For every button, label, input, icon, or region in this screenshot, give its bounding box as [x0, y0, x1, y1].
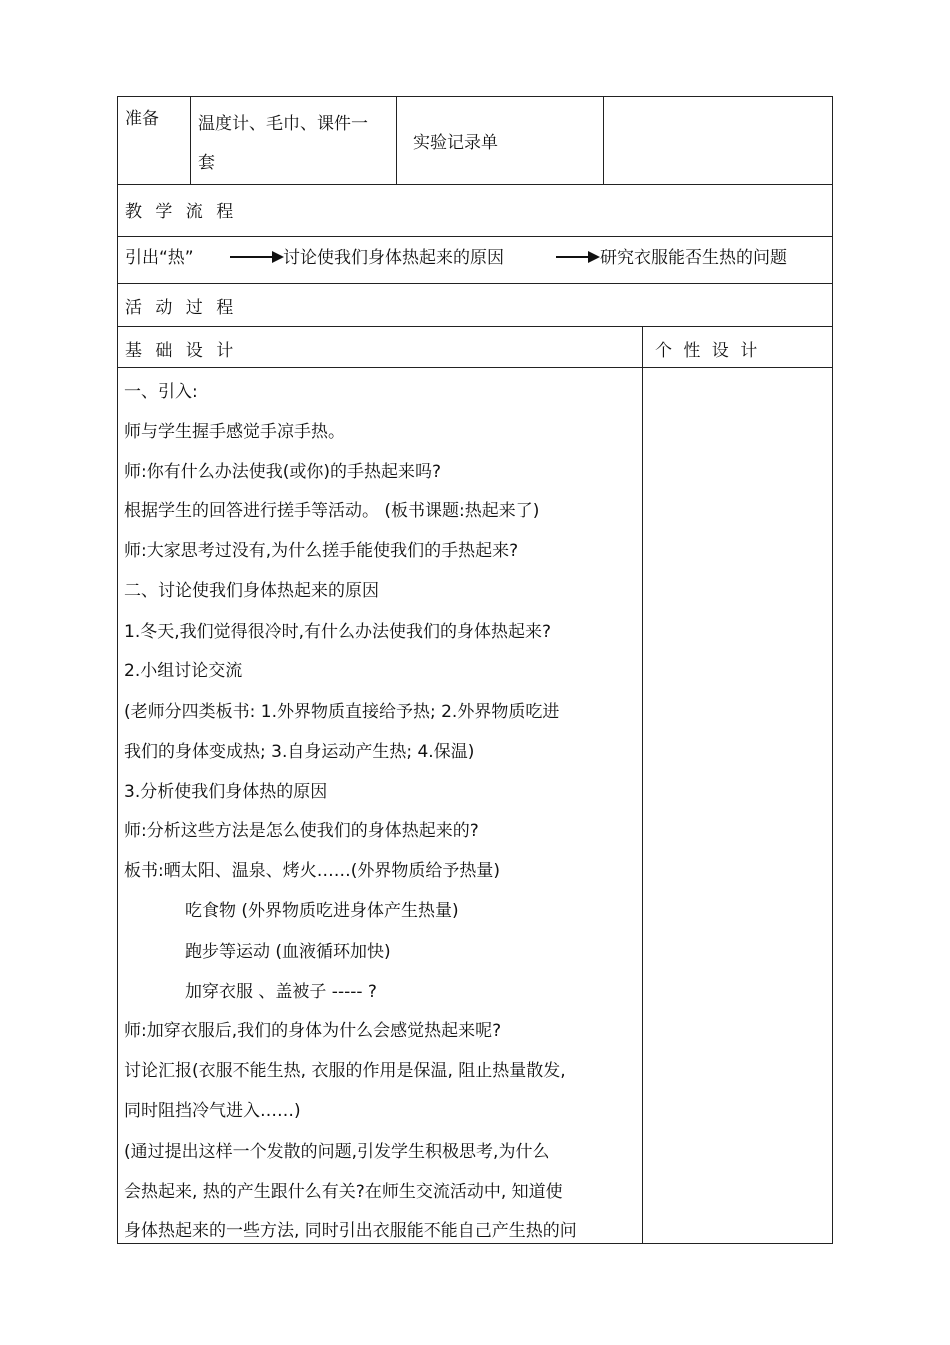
table-border-left: [117, 96, 118, 1244]
content-line: 我们的身体变成热; 3.自身运动产生热; 4.保温): [124, 742, 475, 762]
prep-divider-3: [603, 96, 604, 185]
content-line: 跑步等运动 (血液循环加快): [185, 942, 391, 962]
table-border-bottom: [117, 1243, 833, 1244]
flow-step-1: 引出“热”: [125, 248, 194, 268]
prep-label: 准备: [125, 109, 159, 129]
table-border-right: [832, 96, 833, 1244]
row-divider-3: [117, 283, 833, 284]
flow-arrow-2: [556, 256, 598, 258]
flow-step-3: 研究衣服能否生热的问题: [600, 248, 787, 268]
flow-title: 教 学 流 程: [125, 202, 238, 222]
content-line: 1.冬天,我们觉得很冷时,有什么办法使我们的身体热起来?: [124, 622, 552, 642]
column-header-basic: 基 础 设 计: [125, 341, 238, 361]
row-divider-1: [117, 184, 833, 185]
content-line: 师:分析这些方法是怎么使我们的身体热起来的?: [124, 821, 479, 841]
prep-divider-1: [190, 96, 191, 185]
prep-record: 实验记录单: [413, 133, 498, 153]
flow-step-2: 讨论使我们身体热起来的原因: [283, 248, 504, 268]
content-line: 板书:晒太阳、温泉、烤火……(外界物质给予热量): [124, 861, 500, 881]
content-line: 身体热起来的一些方法, 同时引出衣服能不能自己产生热的问: [124, 1221, 577, 1241]
flow-arrow-1: [230, 256, 282, 258]
content-line: 讨论汇报(衣服不能生热, 衣服的作用是保温, 阻止热量散发,: [124, 1061, 566, 1081]
content-line: 师:你有什么办法使我(或你)的手热起来吗?: [124, 462, 442, 482]
content-line: 3.分析使我们身体热的原因: [124, 782, 328, 802]
row-divider-5: [117, 367, 833, 368]
content-line: 2.小组讨论交流: [124, 661, 243, 681]
content-line: 师:大家思考过没有,为什么搓手能使我们的手热起来?: [124, 541, 519, 561]
prep-materials-line2: 套: [198, 153, 215, 173]
content-line: 一、引入:: [124, 382, 198, 402]
table-border-top: [117, 96, 833, 97]
content-line: (通过提出这样一个发散的问题,引发学生积极思考,为什么: [124, 1142, 550, 1162]
row-divider-4: [117, 326, 833, 327]
content-line: 师:加穿衣服后,我们的身体为什么会感觉热起来呢?: [124, 1021, 502, 1041]
content-line: 根据学生的回答进行搓手等活动。 (板书课题:热起来了): [124, 501, 540, 521]
content-line: 会热起来, 热的产生跟什么有关?在师生交流活动中, 知道使: [124, 1182, 563, 1202]
content-line: 同时阻挡冷气进入……): [124, 1101, 301, 1121]
content-line: 二、讨论使我们身体热起来的原因: [124, 581, 379, 601]
content-line: 吃食物 (外界物质吃进身体产生热量): [185, 901, 459, 921]
content-line: 师与学生握手感觉手凉手热。: [124, 422, 345, 442]
activity-title: 活 动 过 程: [125, 298, 238, 318]
content-line: 加穿衣服 、盖被子 ----- ?: [185, 982, 377, 1002]
content-line: (老师分四类板书: 1.外界物质直接给予热; 2.外界物质吃进: [124, 702, 560, 722]
column-divider: [642, 326, 643, 1244]
prep-materials-line1: 温度计、毛巾、课件一: [198, 114, 368, 134]
prep-divider-2: [396, 96, 397, 185]
column-header-personal: 个 性 设 计: [655, 341, 761, 361]
row-divider-2: [117, 236, 833, 237]
